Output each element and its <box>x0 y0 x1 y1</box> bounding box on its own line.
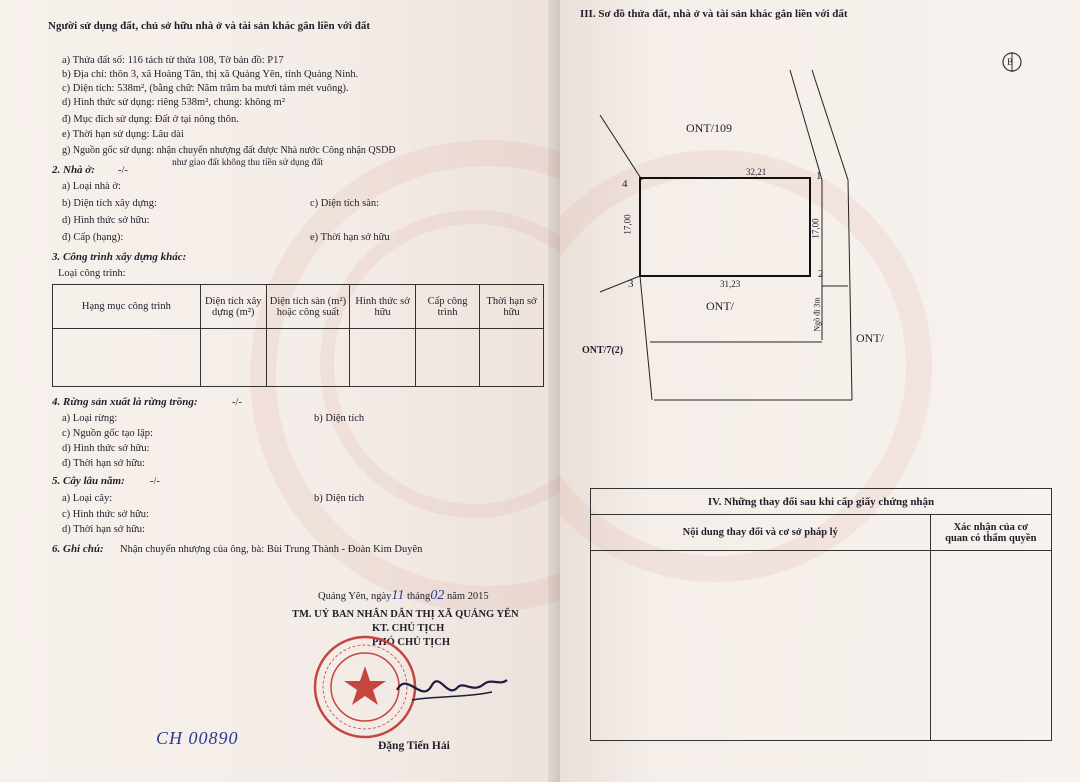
col-confirm-line2: quan có thẩm quyền <box>945 532 1037 544</box>
trees-d: d) Thời hạn sở hữu: <box>62 524 146 535</box>
th-area: Diện tích xây dựng (m²) <box>200 285 266 329</box>
changes-title: IV. Những thay đổi sau khi cấp giấy chứng nhận <box>591 489 1052 515</box>
sign-role: PHÓ CHỦ TỊCH <box>372 637 450 648</box>
trees-b: b) Diện tích <box>314 493 365 504</box>
label-ont-right: ONT/ <box>856 331 884 345</box>
house-d: d) Hình thức sở hữu: <box>62 215 150 226</box>
label-ont-center: ONT/ <box>706 299 734 313</box>
table-cell <box>930 551 1051 741</box>
sign-kt: KT. CHỦ TỊCH <box>372 623 445 634</box>
th-item: Hạng mục công trình <box>53 285 201 329</box>
table-cell <box>266 329 349 387</box>
date-month-label: tháng <box>406 591 431 602</box>
label-ont72: ONT/7(2) <box>582 345 624 356</box>
boundary-line <box>640 276 652 400</box>
house-e: e) Thời hạn sở hữu <box>310 232 390 243</box>
forest-b: b) Diện tích <box>314 413 365 424</box>
construction-title: 3. Công trình xây dựng khác: <box>52 251 187 263</box>
trees-a: a) Loại cây: <box>62 493 113 504</box>
col-confirm <box>930 515 1051 551</box>
dim-bottom: 31,23 <box>720 279 741 289</box>
land-g-cont: như giao đất không thu tiền sử dụng đất <box>172 158 324 168</box>
house-b: b) Diện tích xây dựng: <box>62 198 157 209</box>
note-title: 6. Ghi chú: <box>52 543 104 555</box>
house-dash: -/- <box>118 165 128 176</box>
label-road: Ngõ đi 3m <box>812 297 822 332</box>
forest-c: c) Nguồn gốc tạo lập: <box>62 428 153 439</box>
issue-date <box>318 589 489 603</box>
dim-right: 17,00 <box>810 218 821 239</box>
date-month: 02 <box>430 588 445 603</box>
table-cell <box>350 329 416 387</box>
construction-table <box>52 284 544 387</box>
date-year: năm 2015 <box>446 591 489 602</box>
th-grade: Cấp công trình <box>416 285 480 329</box>
diagram-title: III. Sơ đồ thửa đất, nhà ở và tài sản khác gắn liền với đất <box>580 8 848 20</box>
table-cell <box>200 329 266 387</box>
cert-number: CH 00890 <box>156 728 239 748</box>
land-plot <box>640 178 810 276</box>
dim-top: 32,21 <box>746 167 767 177</box>
land-b: b) Địa chỉ: thôn 3, xã Hoàng Tân, thị xã Quảng Yên, tỉnh Quảng Ninh. <box>62 69 359 80</box>
sign-org: TM. UỶ BAN NHÂN DÂN THỊ XÃ QUẢNG YÊN <box>292 609 519 620</box>
label-ont109: ONT/109 <box>686 121 732 135</box>
col-content: Nội dung thay đổi và cơ sở pháp lý <box>591 515 931 551</box>
table-cell <box>480 329 544 387</box>
section-header: Người sử dụng đất, chủ sở hữu nhà ở và tài sản khác gắn liền với đất <box>48 20 371 32</box>
table-cell <box>591 551 931 741</box>
construction-type: Loại công trình: <box>58 268 126 279</box>
signature <box>392 660 512 720</box>
point-4: 4 <box>622 178 628 190</box>
forest-a: a) Loại rừng: <box>62 413 118 424</box>
date-prefix: Quảng Yên, ngày <box>318 591 392 602</box>
point-2: 2 <box>818 268 824 280</box>
house-c: c) Diện tích sàn: <box>310 198 380 209</box>
boundary-line <box>600 115 642 180</box>
boundary-line <box>600 276 640 292</box>
trees-c: c) Hình thức sở hữu: <box>62 509 149 520</box>
table-cell <box>53 329 201 387</box>
house-a: a) Loại nhà ở: <box>62 181 121 192</box>
point-3: 3 <box>628 278 634 290</box>
forest-title: 4. Rừng sản xuất là rừng trồng: <box>52 396 198 408</box>
note-text: Nhận chuyển nhượng của ông, bà: Bùi Trung Thành - Đoàn Kim Duyên <box>120 544 423 555</box>
trees-dash: -/- <box>150 476 160 487</box>
col-confirm-line1: Xác nhận của cơ <box>953 521 1028 533</box>
th-term: Thời hạn sở hữu <box>480 285 544 329</box>
table-cell <box>416 329 480 387</box>
land-e: e) Thời hạn sử dụng: Lâu dài <box>62 129 184 140</box>
trees-title: 5. Cây lâu năm: <box>52 475 125 487</box>
forest-dd: đ) Thời hạn sở hữu: <box>62 458 146 469</box>
dim-left: 17,00 <box>622 214 633 235</box>
land-dd: đ) Mục đích sử dụng: Đất ở tại nông thôn. <box>62 114 239 125</box>
land-a: a) Thửa đất số: 116 tách từ thửa 108, Tờ bản đồ: P17 <box>62 55 284 66</box>
changes-table <box>590 488 1052 741</box>
th-floor: Diện tích sàn (m²) hoặc công suất <box>266 285 349 329</box>
north-label: B <box>1007 57 1014 67</box>
right-page <box>560 0 1080 782</box>
point-1: 1 <box>816 170 822 182</box>
house-dd: đ) Cấp (hạng): <box>62 232 124 243</box>
forest-d: d) Hình thức sở hữu: <box>62 443 150 454</box>
th-ownership: Hình thức sở hữu <box>350 285 416 329</box>
sign-name: Đặng Tiến Hải <box>378 740 450 752</box>
forest-dash: -/- <box>232 397 242 408</box>
land-c: c) Diện tích: 538m², (bằng chữ: Năm trăm ba mươi tám mét vuông). <box>62 83 349 94</box>
land-d: d) Hình thức sử dụng: riêng 538m², chung: không m² <box>62 97 285 108</box>
date-day: 11 <box>391 588 405 603</box>
plot-diagram <box>590 60 890 420</box>
house-title: 2. Nhà ở: <box>52 164 95 176</box>
land-g: g) Nguồn gốc sử dụng: nhận chuyển nhượng đất được Nhà nước Công nhận QSDĐ <box>62 145 396 156</box>
